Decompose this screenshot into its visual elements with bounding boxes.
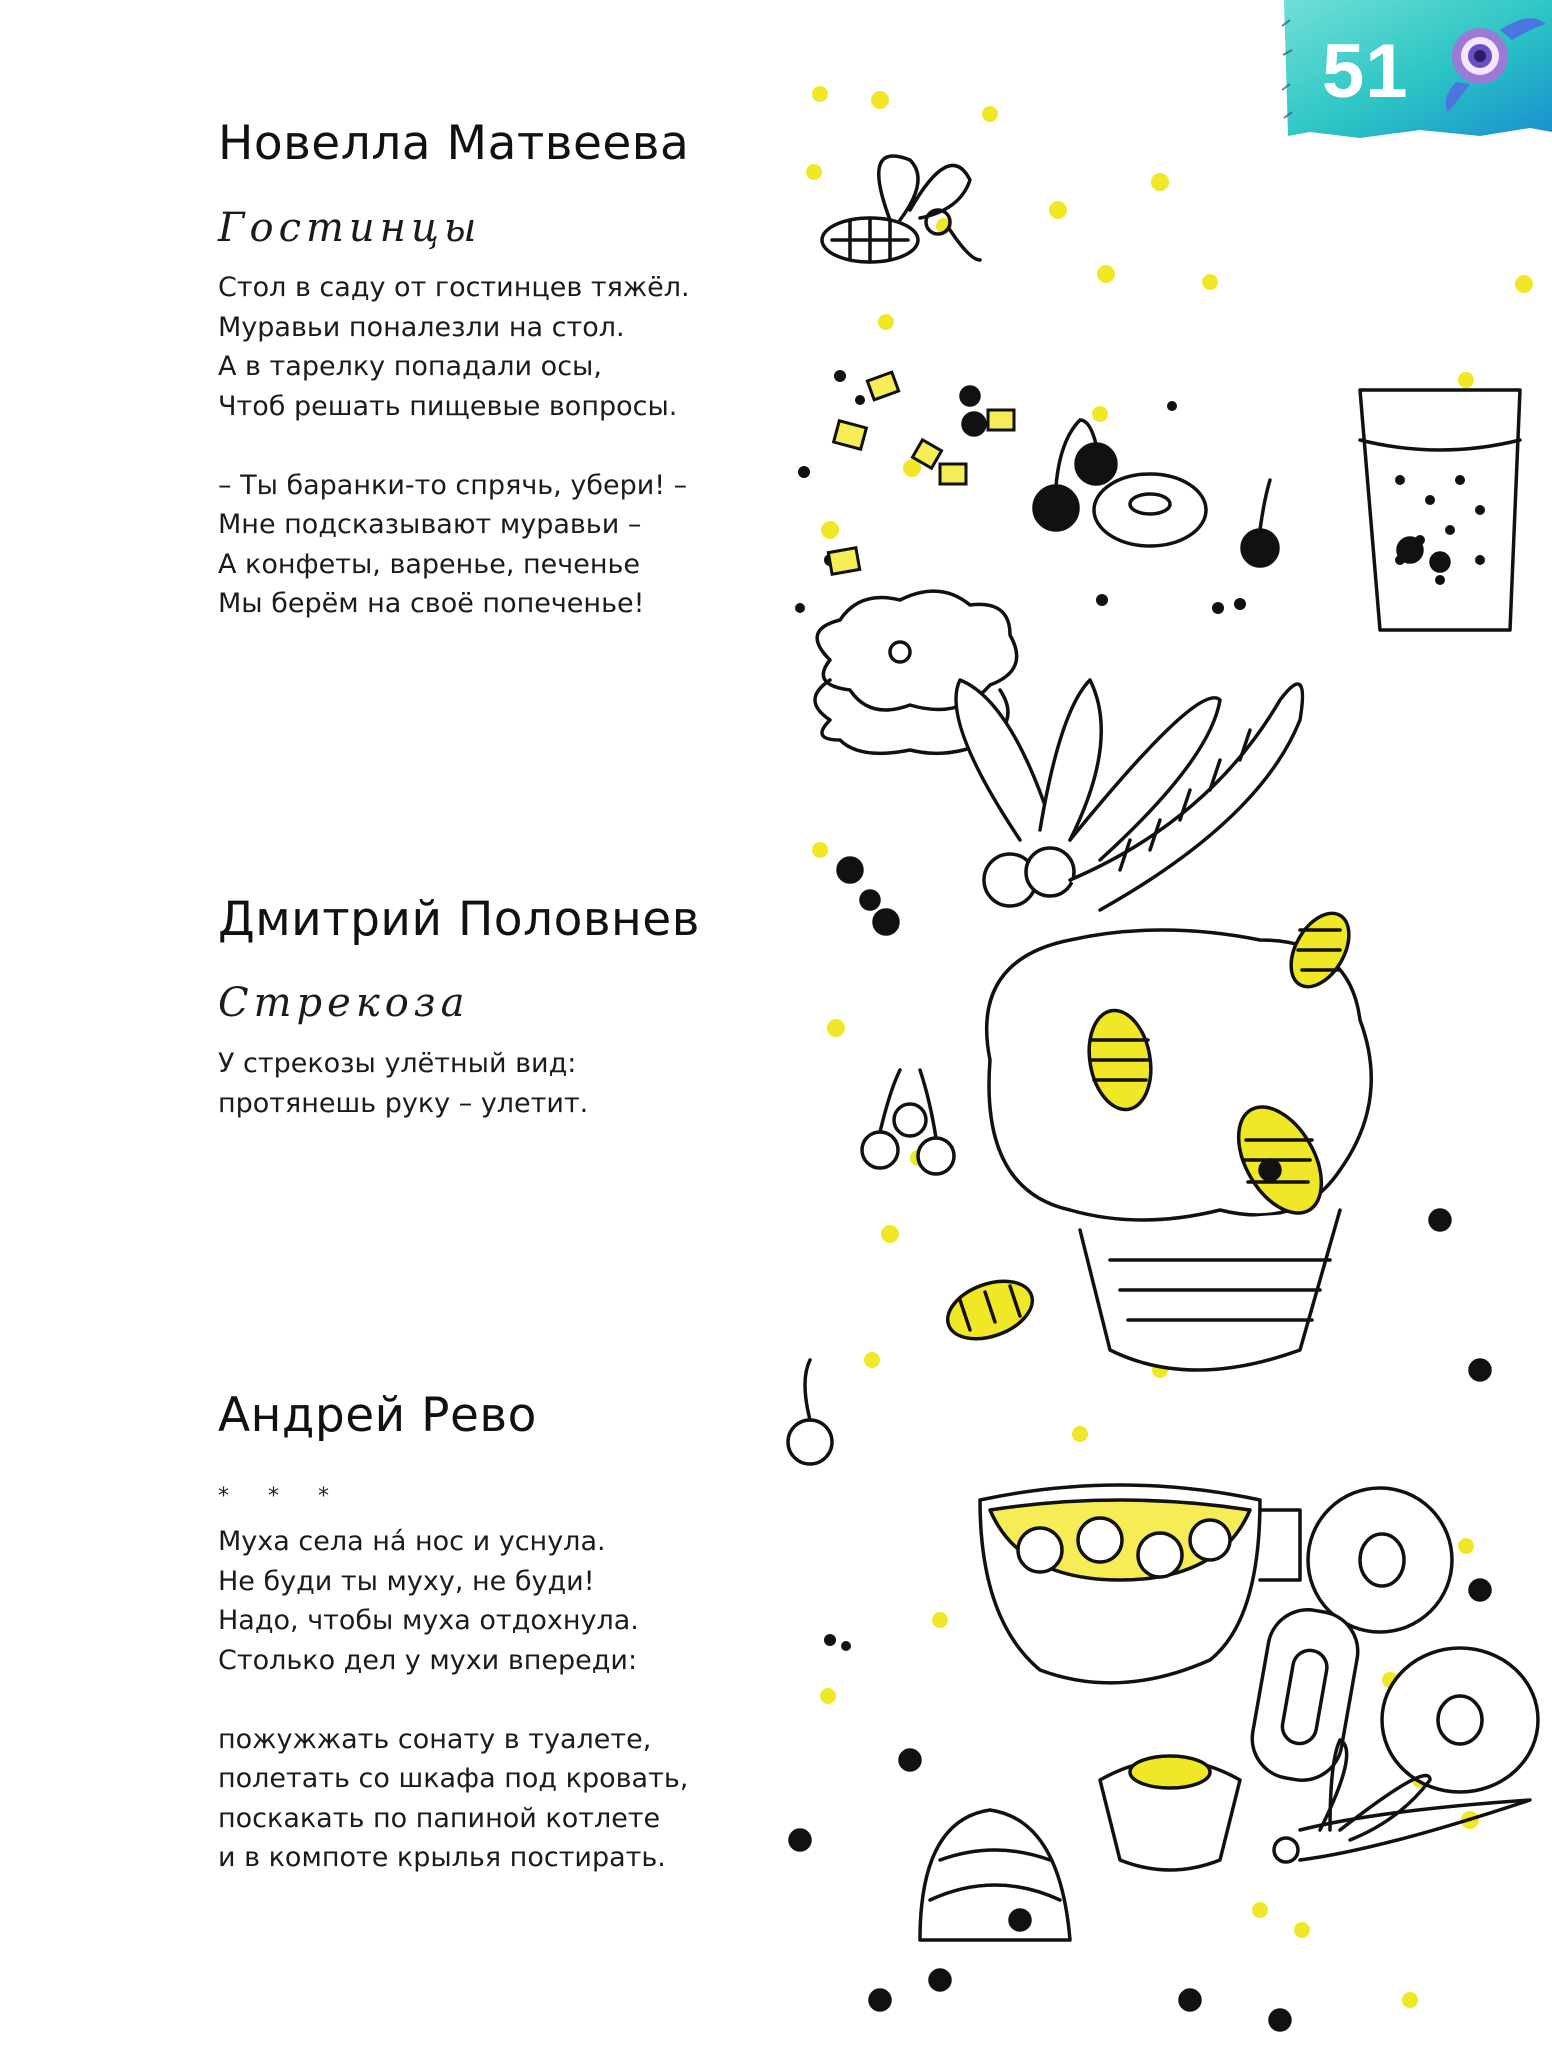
- poem-line: Мы берём на своё попеченье!: [218, 588, 645, 619]
- poem-line: У стрекозы улётный вид:: [218, 1048, 577, 1079]
- illustration: [740, 60, 1552, 2048]
- poem-line: поскакать по папиной котлете: [218, 1802, 661, 1834]
- poem-title: Гостинцы: [218, 205, 482, 251]
- jelly-icon: [920, 1810, 1070, 1940]
- author-name: Новелла Матвеева: [218, 116, 690, 171]
- poem-body: [218, 1044, 588, 1123]
- author-name: Андрей Рево: [218, 1388, 537, 1443]
- poem-line: полетать со шкафа под кровать,: [218, 1763, 689, 1794]
- poem-line: Надо, чтобы муха отдохнула.: [218, 1605, 639, 1636]
- poem-line: и в компоте крылья постирать.: [218, 1842, 666, 1873]
- poem-line: Муравьи поналезли на стол.: [218, 311, 625, 343]
- poem-line: Не буди ты муху, не буди!: [218, 1565, 595, 1597]
- poem-line: – Ты баранки-то спрячь, убери! –: [218, 469, 688, 501]
- poem-line: пожужжать сонату в туалете,: [218, 1723, 652, 1755]
- poem-body: [218, 268, 690, 624]
- cherry-icon: [788, 1070, 954, 1464]
- poem-line: Муха села нá нос и уснула.: [218, 1526, 606, 1557]
- bowl-icon: [980, 1485, 1300, 1683]
- poem-line: Столько дел у мухи впереди:: [218, 1644, 638, 1676]
- poem-line: А конфеты, варенье, печенье: [218, 548, 640, 580]
- tart-icon: [1100, 1756, 1240, 1870]
- page-number: 51: [1322, 29, 1409, 114]
- donut-icon: [1094, 474, 1206, 546]
- poem-line: А в тарелку попадали осы,: [218, 351, 602, 382]
- poem-line: Мне подсказывают муравьи –: [218, 509, 642, 540]
- bagel-icon: [1246, 1488, 1538, 1792]
- poem-line: протянешь руку – улетит.: [218, 1087, 589, 1119]
- poem-body: [218, 1522, 688, 1878]
- poem-line: Стол в саду от гостинцев тяжёл.: [218, 272, 690, 303]
- author-name: Дмитрий Половнев: [218, 892, 700, 947]
- jar-icon: [1360, 390, 1520, 630]
- wasp-icon: [822, 156, 980, 262]
- poem-line: Чтоб решать пищевые вопросы.: [218, 390, 678, 422]
- section-break-stars: * * *: [218, 1484, 345, 1509]
- poem-title: Стрекоза: [218, 980, 470, 1026]
